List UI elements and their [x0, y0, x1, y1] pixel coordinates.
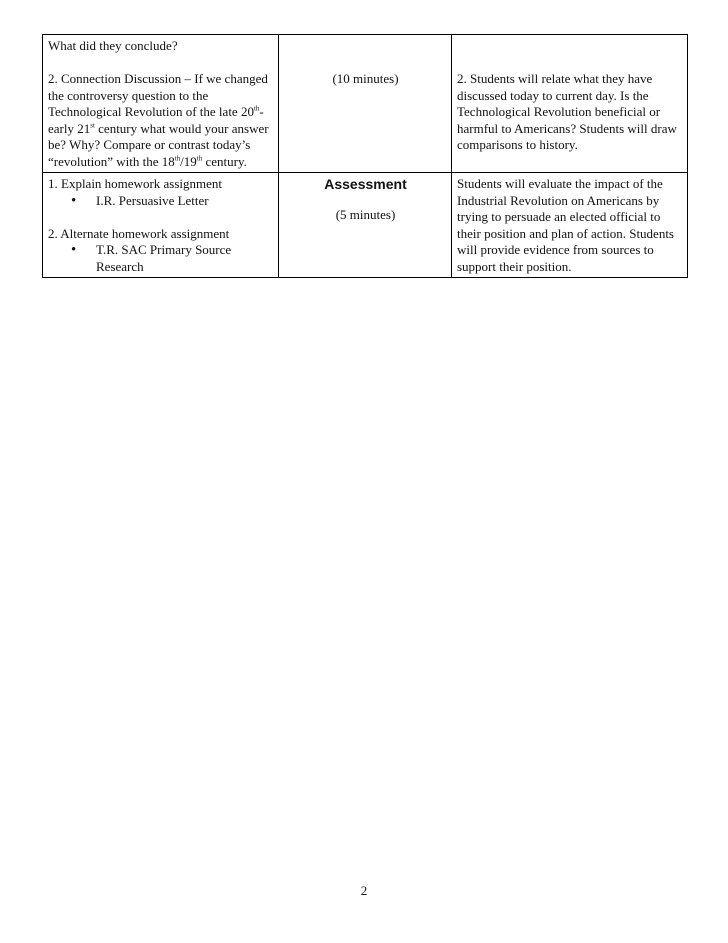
assessment-heading: Assessment	[324, 176, 407, 192]
superscript: th	[253, 104, 260, 113]
table-row	[43, 35, 688, 173]
discussion-text-b: -early 21	[48, 104, 264, 136]
superscript: th	[174, 154, 181, 163]
discussion-text-c: century what would your answer be? Why? Compare or contrast today’s “revolution” with the 18	[48, 120, 269, 169]
objective-text: Students will evaluate the impact of the Industrial Revolution on Americans by trying to persuade an elected official to their position and plan of action. Students will provide evidence from sources to support their position.	[457, 176, 674, 274]
activity-cell	[43, 173, 279, 278]
time-cell	[279, 173, 452, 278]
page-number: 2	[360, 883, 368, 898]
superscript: th	[196, 154, 203, 163]
activity-cell	[43, 35, 279, 173]
objective-cell	[452, 173, 688, 278]
lesson-plan-table	[42, 34, 688, 278]
homework-bullets	[48, 193, 274, 210]
conclude-question: What did they conclude?	[48, 38, 178, 53]
superscript: st	[90, 121, 95, 130]
discussion-text-a: 2. Connection Discussion – If we changed the controversy question to the Technological Revolution of the late 20	[48, 71, 268, 119]
connection-discussion	[48, 71, 274, 170]
time-cell	[279, 35, 452, 173]
time-label: (10 minutes)	[332, 71, 399, 86]
homework-item: 1. Explain homework assignment	[48, 176, 223, 191]
alternate-homework-bullets	[48, 242, 274, 275]
list-item: • T.R. SAC Primary Source Research	[71, 242, 274, 275]
list-item: • I.R. Persuasive Letter	[71, 193, 274, 210]
table-row	[43, 173, 688, 278]
objective-text: 2. Students will relate what they have discussed today to current day. Is the Technological Revolution beneficial or harmful to Americans? Students will draw comparisons to history.	[457, 71, 677, 152]
discussion-text-e: century.	[202, 153, 247, 169]
discussion-text-d: /19	[180, 153, 197, 169]
objective-cell	[452, 35, 688, 173]
time-label: (5 minutes)	[335, 207, 396, 222]
alternate-homework-item: 2. Alternate homework assignment	[48, 225, 230, 241]
